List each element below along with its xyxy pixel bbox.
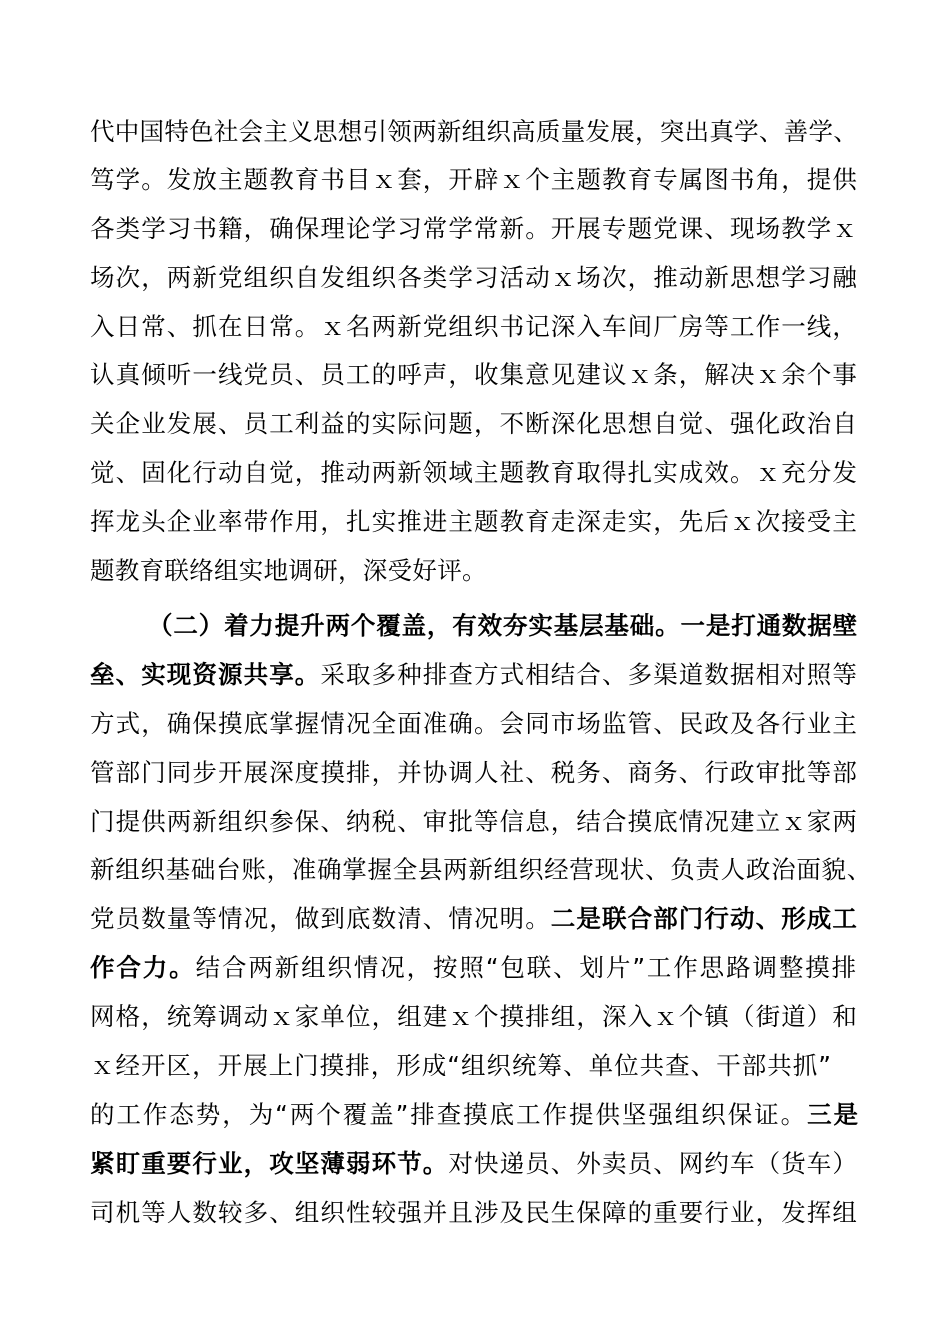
text-segment: 各类学习书籍，确保理论学习常学常新。开展专题党课、现场教学ｘ: [90, 214, 858, 243]
text-segment: 结合两新组织情况，按照“包联、划片”工作思路调整摸排: [195, 953, 859, 982]
text-segment: 的工作态势，为“两个覆盖”排查摸底工作提供坚强组织保证。: [90, 1100, 808, 1129]
text-line: [90, 116, 858, 148]
text-line: [90, 903, 858, 935]
text-line: [90, 213, 858, 245]
text-segment: ｘ经开区，开展上门摸排，形成“组织统筹、单位共查、干部共抓”: [90, 1051, 832, 1080]
text-segment: 挥龙头企业率带作用，扎实推进主题教育走深走实，先后ｘ次接受主: [90, 507, 858, 536]
text-line: [90, 854, 872, 886]
text-line: [90, 659, 858, 691]
text-line: [90, 1197, 858, 1229]
bold-text-segment: 垒、实现资源共享。: [90, 660, 321, 689]
text-line: [148, 610, 858, 642]
text-segment: 笃学。发放主题教育书目ｘ套，开辟ｘ个主题教育专属图书角，提供: [90, 165, 858, 194]
text-line: [90, 311, 858, 343]
text-line: [90, 757, 858, 789]
text-segment: 党员数量等情况，做到底数清、情况明。: [90, 904, 551, 933]
text-segment: 网格，统筹调动ｘ家单位，组建ｘ个摸排组，深入ｘ个镇（街道）和: [90, 1002, 858, 1031]
text-segment: 题教育联络组实地调研，深受好评。: [90, 556, 487, 585]
text-segment: 入日常、抓在日常。ｘ名两新党组织书记深入车间厂房等工作一线，: [90, 312, 858, 341]
text-line: [90, 359, 858, 391]
text-segment: 门提供两新组织参保、纳税、审批等信息，结合摸底情况建立ｘ家两: [90, 807, 858, 836]
bold-text-segment: 紧盯重要行业，攻坚薄弱环节。: [90, 1149, 449, 1178]
text-line: [90, 506, 858, 538]
text-segment: 新组织基础台账，准确掌握全县两新组织经营现状、负责人政治面貌、: [90, 855, 872, 884]
text-segment: 认真倾听一线党员、员工的呼声，收集意见建议ｘ条，解决ｘ余个事: [90, 360, 858, 389]
text-segment: 采取多种排查方式相结合、多渠道数据相对照等: [320, 660, 858, 689]
text-line: [90, 952, 858, 984]
text-line: [90, 1148, 858, 1180]
text-segment: 场次，两新党组织自发组织各类学习活动ｘ场次，推动新思想学习融: [90, 263, 858, 292]
text-segment: 司机等人数较多、组织性较强并且涉及民生保障的重要行业，发挥组: [90, 1198, 858, 1227]
text-line: [90, 555, 487, 587]
text-segment: 管部门同步开展深度摸排，并协调人社、税务、商务、行政审批等部: [90, 758, 858, 787]
text-segment: 代中国特色社会主义思想引领两新组织高质量发展，突出真学、善学、: [90, 117, 858, 146]
text-line: [90, 1001, 858, 1033]
text-segment: 觉、固化行动自觉，推动两新领域主题教育取得扎实成效。ｘ充分发: [90, 458, 858, 487]
text-segment: 关企业发展、员工利益的实际问题，不断深化思想自觉、强化政治自: [90, 409, 858, 438]
text-segment: 对快递员、外卖员、网约车（货车）: [448, 1149, 858, 1178]
text-line: [90, 1099, 860, 1131]
bold-text-segment: （二）着力提升两个覆盖，有效夯实基层基础。一是打通数据壁: [148, 611, 858, 640]
text-line: [90, 457, 858, 489]
bold-text-segment: 三是: [807, 1100, 860, 1129]
text-line: [90, 164, 858, 196]
text-line: [90, 408, 858, 440]
bold-text-segment: 二是联合部门行动、形成工: [550, 904, 858, 933]
text-segment: 方式，确保摸底掌握情况全面准确。会同市场监管、民政及各行业主: [90, 709, 858, 738]
text-line: [90, 708, 858, 740]
text-line: [90, 1050, 832, 1082]
text-line: [90, 262, 858, 294]
text-line: [90, 806, 858, 838]
bold-text-segment: 作合力。: [90, 953, 196, 982]
